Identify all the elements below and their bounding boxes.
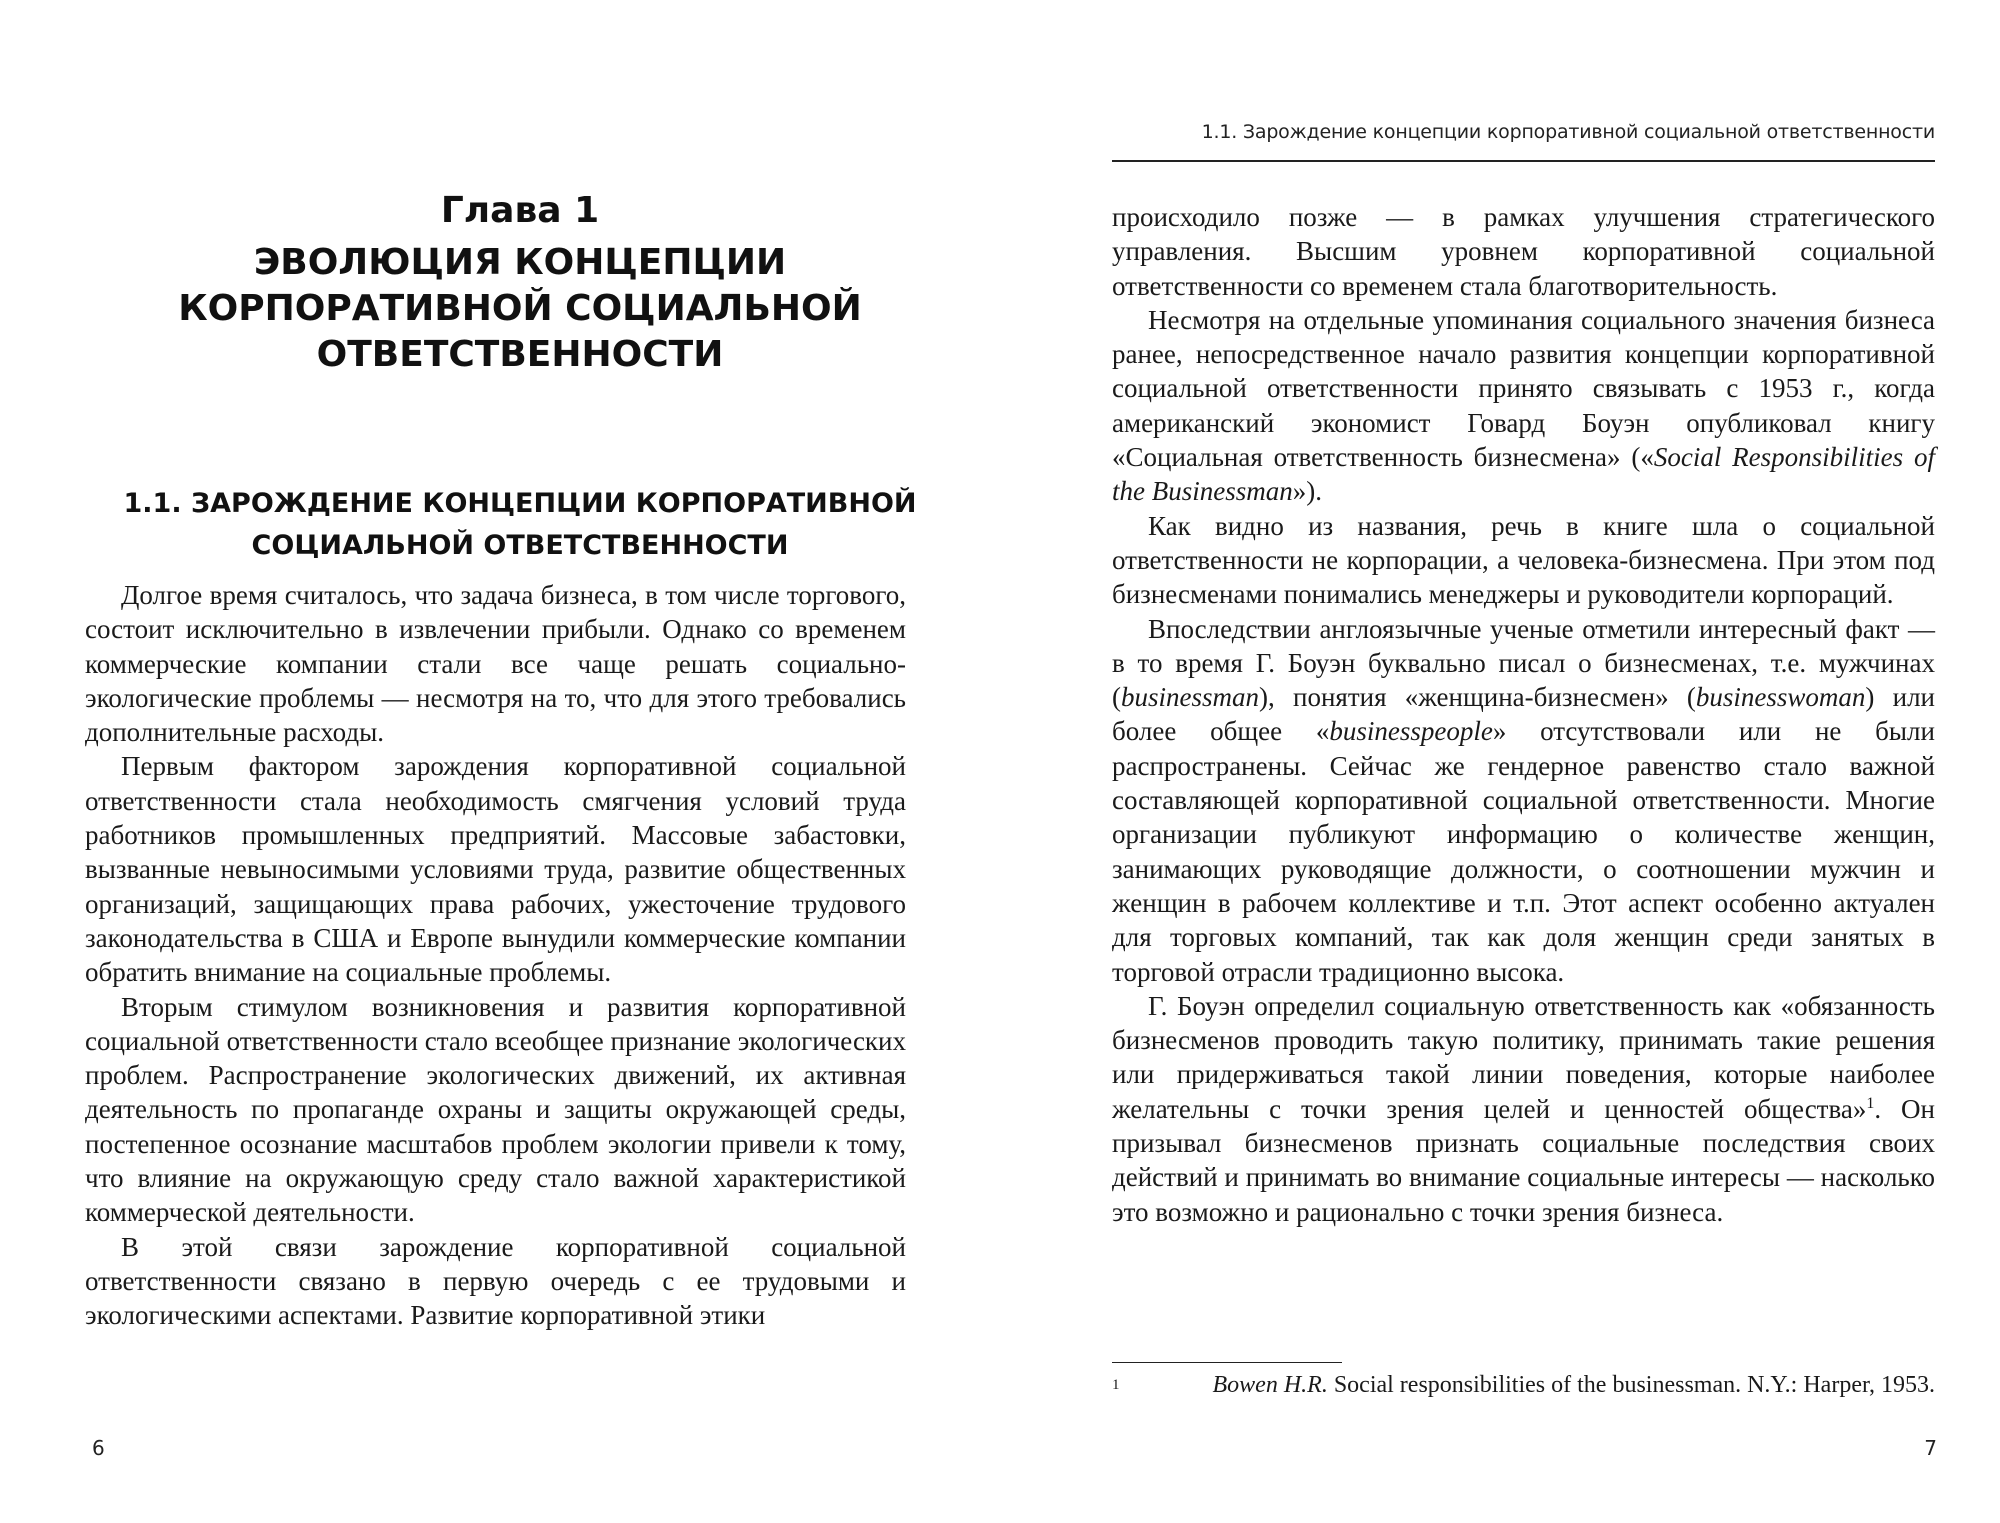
paragraph: Вторым стимулом возникновения и развития корпоративной социальной ответственности стало всеобщее признание экологических проблем. Распространение экологических движений, их активная деятельность по пропаганде охраны и защиты окружающей среды, постепенное осознание масштабов проблем экологии привели к тому, что влияние на окружающую среду стало важной характеристикой коммерческой деятельности. <box>85 991 906 1228</box>
paragraph: Долгое время считалось, что задача бизнеса, в том числе торгового, состоит исключительно в извлечении прибыли. Однако со временем коммерческие компании стали все чаще решать социально-экологические проблемы — несмотря на то, что для этого требовались дополнительные расходы. <box>85 580 906 748</box>
text-span: Несмотря на отдельные упоминания социального значения бизнеса ранее, непосредственное начало развития концепции корпоративной социальной ответственности принято связывать с 1953 г., когда американский экономист Говард Боуэн опубликовал книгу «Социальная ответственность бизнесмена» (« <box>1112 304 1935 473</box>
right-page <box>1000 0 2000 1523</box>
section-heading <box>100 483 940 567</box>
paragraph: В этой связи зарождение корпоративной социальной ответственности связано в первую очередь с ее трудовыми и экологическими аспектами. Развитие корпоративной этики <box>85 1231 906 1331</box>
footnote-rule <box>1112 1362 1342 1363</box>
text-span: Г. Боуэн определил социальную ответственность как «обязанность бизнесменов проводить такую политику, принимать такие решения или придерживаться такой линии поведения, которые наиболее желательны с точки зрения целей и ценностей общества» <box>1112 990 1935 1124</box>
page-number-left: 6 <box>92 1436 105 1460</box>
italic-term: businesspeople <box>1329 716 1493 747</box>
italic-title: Social Responsibilities of the Businessman <box>1112 442 1935 507</box>
chapter-title-line: ОТВЕТСТВЕННОСТИ <box>316 334 724 375</box>
paragraph <box>1112 303 1935 509</box>
italic-term: businesswoman <box>1695 682 1866 713</box>
paragraph <box>1112 989 1935 1229</box>
text-span: ) или более общее « <box>1112 682 1935 747</box>
running-header: 1.1. Зарождение концепции корпоративной социальной ответственности <box>1201 121 1935 143</box>
text-span: ), понятия «женщина-бизнесмен» ( <box>1259 682 1696 713</box>
footnote-ref[interactable]: 1 <box>1866 1094 1875 1112</box>
left-body-text <box>85 578 906 1333</box>
paragraph: Первым фактором зарождения корпоративной социальной ответственности стала необходимость смягчения условий труда работников промышленных предприятий. Массовые забастовки, вызванные невыносимыми условиями труда, развитие общественных организаций, защищающих права рабочих, ужесточение трудового законодательства в США и Европе вынудили коммерческие компании обратить внимание на социальные проблемы. <box>85 751 906 988</box>
header-rule <box>1112 160 1935 162</box>
text-span: . Он призывал бизнесменов признать социальные последствия своих действий и принимать во внимание социальные интересы — насколько это возможно и рационально с точки зрения бизнеса. <box>1112 1093 1935 1227</box>
page-number-right: 7 <box>1924 1436 1937 1460</box>
chapter-title-line: ЭВОЛЮЦИЯ КОНЦЕПЦИИ <box>253 242 787 283</box>
section-heading-line: 1.1. ЗАРОЖДЕНИЕ КОНЦЕПЦИИ КОРПОРАТИВНОЙ <box>123 488 917 519</box>
paragraph: Как видно из названия, речь в книге шла о социальной ответственности не корпорации, а человека-бизнесмена. При этом под бизнесменами понимались менеджеры и руководители корпораций. <box>1112 510 1935 610</box>
paragraph: происходило позже — в рамках улучшения стратегического управления. Высшим уровнем корпоративной социальной ответственности со временем стала благотворительность. <box>1112 202 1935 301</box>
text-span: » отсутствовали или не были распространены. Сейчас же гендерное равенство стало важной составляющей корпоративной социальной ответственности. Многие организации публикуют информацию о количестве женщин, занимающих руководящие должности, о соотношении мужчин и женщин в рабочем коллективе и т.п. Этот аспект особенно актуален для торговых компаний, так как доля женщин среди занятых в торговой отрасли традиционно высока. <box>1112 716 1935 987</box>
footnote-text <box>1152 1370 1935 1400</box>
right-body-text <box>1112 200 1935 1229</box>
footnote-number: 1 <box>1112 1377 1120 1393</box>
paragraph <box>1112 612 1935 989</box>
footnote-citation: Social responsibilities of the businessman. N.Y.: Harper, 1953. <box>1327 1372 1935 1398</box>
text-span: »). <box>1292 476 1322 507</box>
chapter-title <box>160 240 880 378</box>
footnote-author: Bowen H.R. <box>1212 1372 1328 1398</box>
section-heading-line: СОЦИАЛЬНОЙ ОТВЕТСТВЕННОСТИ <box>251 530 789 561</box>
text-span: Впоследствии англоязычные ученые отметили интересный факт — в то время Г. Боуэн буквально писал о бизнесменах, т.е. мужчинах ( <box>1112 613 1935 713</box>
chapter-title-line: КОРПОРАТИВНОЙ СОЦИАЛЬНОЙ <box>178 288 862 329</box>
italic-term: businessman <box>1121 682 1260 713</box>
chapter-label: Глава 1 <box>440 190 600 231</box>
